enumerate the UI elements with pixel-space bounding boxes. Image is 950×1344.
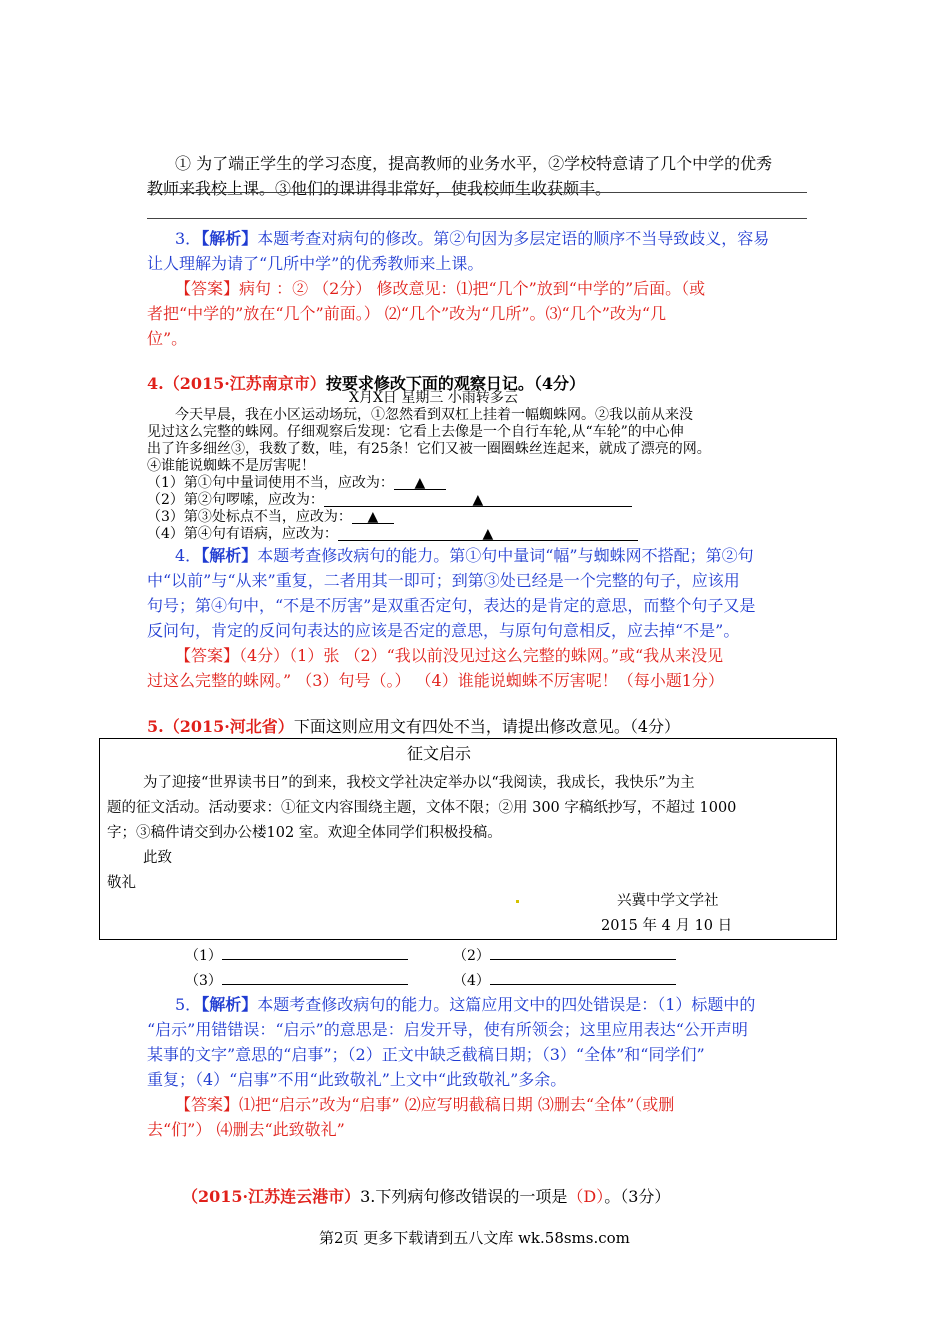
q4-item-3-blank[interactable]	[352, 509, 394, 524]
q5-source: 5.（2015·河北省）	[147, 717, 294, 736]
q5-analysis-line-2: “启示”用错错误：“启示”的意思是：启发开导，使有所领会；这里应用表达“公开声明	[147, 1020, 748, 1039]
q3-analysis-line-1	[175, 226, 769, 251]
q4-item-3	[147, 509, 394, 526]
q6-source: （2015·江苏连云港市）	[182, 1187, 361, 1206]
q5-blank-1	[185, 945, 408, 965]
q5-blank-2	[453, 945, 676, 965]
notice-date: 2015 年 4 月 10 日	[601, 918, 733, 934]
q3-analysis-text: 本题考查对病句的修改。第②句因为多层定语的顺序不当导致歧义，容易	[257, 229, 770, 248]
q4-analysis-text: 本题考查修改病句的能力。第①句中量词“幅”与蜘蛛网不搭配；第②句	[257, 546, 754, 565]
q4-diary-line-2: 见过这么完整的蛛网。仔细观察后发现：它看上去像是一个自行车轮,从“车轮”的中心伸	[147, 424, 684, 440]
q4-diary-line-3: 出了许多细丝③，我数了数，哇，有25条！它们又被一圈圈蛛丝连起来，就成了漂亮的网。	[147, 441, 711, 457]
q4-answer-line-2: 过这么完整的蛛网。” （3）句号（。） （4）谁能说蜘蛛不厉害呢！（每小题1分）	[147, 671, 724, 690]
q4-item-2-blank[interactable]	[324, 492, 632, 507]
q4-diary-line-4: ④谁能说蜘蛛不是厉害呢！	[147, 458, 315, 474]
q5-prompt: 下面这则应用文有四处不当，请提出修改意见。（4分）	[293, 717, 680, 736]
q4-source: 4.（2015·江苏南京市）	[147, 374, 326, 393]
q5-analysis-line-4: 重复；（4）“启事”不用“此致敬礼”上文中“此致敬礼”多余。	[147, 1070, 567, 1089]
triangle-marker-icon: ▲	[472, 492, 484, 508]
q4-diary-line-1: 今天早晨，我在小区运动场玩，①忽然看到双杠上挂着一幅蜘蛛网。②我以前从来没	[175, 407, 693, 423]
q4-item-3-label: （3）第③处标点不当，应改为：	[147, 509, 352, 525]
q3-answer-line-2: 者把“中学的”放在“几个”前面。） ⑵“几个”改为“几所”。⑶“几个”改为“几	[147, 304, 667, 323]
q4-analysis-line-1	[175, 543, 754, 568]
decorative-dot	[516, 900, 519, 903]
q3-answer-line-1: 【答案】病句 ：② （2分） 修改意见：⑴把“几个”放到“中学的”后面。（或	[175, 279, 706, 298]
q5-answer-line-2: 去“们”） ⑷删去“此致敬礼”	[147, 1120, 345, 1139]
q4-item-1-label: （1）第①句中量词使用不当，应改为：	[147, 475, 394, 491]
intro-line-1: ① 为了端正学生的学习态度，提高教师的业务水平，②学校特意请了几个中学的优秀	[175, 154, 773, 173]
q4-item-4	[147, 526, 638, 543]
q5-blank-2-line[interactable]	[490, 945, 676, 960]
answer-rule-1	[147, 192, 807, 193]
q5-blank-1-label: （1）	[185, 948, 222, 964]
q5-blank-2-label: （2）	[453, 948, 490, 964]
notice-line-3: 字；③稿件请交到办公楼102 室。欢迎全体同学们积极投稿。	[107, 825, 502, 841]
q3-analysis-tag: 【解析】	[201, 229, 258, 248]
q5-analysis-line-3: 某事的文字”意思的“启事”；（2）正文中缺乏截稿日期；（3）“全体”和“同学们”	[147, 1045, 705, 1064]
answer-rule-2	[147, 218, 807, 219]
q3-answer-line-3: 位”。	[147, 329, 188, 348]
q5-analysis-line-1	[175, 992, 755, 1017]
q5-blank-4	[453, 970, 676, 990]
q6-tail: 。（3分）	[604, 1187, 671, 1206]
q4-analysis-line-4: 反问句，肯定的反问句表达的应该是否定的意思，与原句句意相反，应去掉“不是”。	[147, 621, 740, 640]
q4-prompt: 按要求修改下面的观察日记。（4分）	[325, 374, 585, 393]
intro-line-2: 教师来我校上课。③他们的课讲得非常好，使我校师生收获颇丰。	[147, 179, 612, 198]
q4-number: 4．	[175, 546, 202, 565]
q3-number: 3．	[175, 229, 202, 248]
q5-answer-line-1: 【答案】⑴把“启示”改为“启事” ⑵应写明截稿日期 ⑶删去“全体”（或删	[175, 1095, 675, 1114]
notice-title: 征文启示	[407, 744, 472, 763]
triangle-marker-icon: ▲	[367, 509, 379, 525]
q4-diary-header: X月X日 星期三 小雨转多云	[349, 390, 518, 406]
notice-organization: 兴冀中学文学社	[617, 893, 719, 909]
q6-question: 3.下列病句修改错误的一项是	[360, 1187, 568, 1206]
notice-cizhi: 此致	[143, 850, 172, 866]
q5-blank-1-line[interactable]	[222, 945, 408, 960]
q5-blank-4-line[interactable]	[490, 970, 676, 985]
notice-line-2: 题的征文活动。活动要求：①征文内容围绕主题，文体不限；②用 300 字稿纸抄写，不超过 1000	[107, 800, 737, 816]
triangle-marker-icon: ▲	[414, 475, 426, 491]
q5-blank-3-label: （3）	[185, 973, 222, 989]
q4-analysis-line-2: 中“以前”与“从来”重复，二者用其一即可；到第③处已经是一个完整的句子，应该用	[147, 571, 740, 590]
triangle-marker-icon: ▲	[482, 526, 494, 542]
q3-analysis-line-2: 让人理解为请了“几所中学”的优秀教师来上课。	[147, 254, 484, 273]
notice-jingli: 敬礼	[107, 875, 136, 891]
q4-item-4-blank[interactable]	[338, 526, 638, 541]
q6-heading	[182, 1184, 670, 1209]
q4-answer-line-1: 【答案】（4分）（1）张 （2）“我以前没见过这么完整的蛛网。”或“我从来没见	[175, 646, 724, 665]
q4-item-1-blank[interactable]	[394, 475, 446, 490]
page-footer: 第2页 更多下载请到五八文库 wk.58sms.com	[319, 1229, 630, 1247]
q6-answer: （D）	[567, 1187, 605, 1206]
q4-item-1	[147, 475, 446, 492]
q5-blank-3-line[interactable]	[222, 970, 408, 985]
q4-item-2	[147, 492, 632, 509]
q4-item-2-label: （2）第②句啰嗦，应改为：	[147, 492, 324, 508]
q4-analysis-tag: 【解析】	[201, 546, 258, 565]
q4-item-4-label: （4）第④句有语病，应改为：	[147, 526, 338, 542]
q5-blank-4-label: （4）	[453, 973, 490, 989]
notice-line-1: 为了迎接“世界读书日”的到来，我校文学社决定举办以“我阅读，我成长，我快乐”为主	[143, 775, 695, 791]
q4-analysis-line-3: 句号；第④句中，“不是不厉害”是双重否定句，表达的是肯定的意思，而整个句子又是	[147, 596, 756, 615]
q5-blank-3	[185, 970, 408, 990]
q5-analysis-text: 本题考查修改病句的能力。这篇应用文中的四处错误是：（1）标题中的	[257, 995, 756, 1014]
q5-heading	[147, 714, 680, 739]
q5-number: 5．	[175, 995, 202, 1014]
q5-analysis-tag: 【解析】	[201, 995, 258, 1014]
